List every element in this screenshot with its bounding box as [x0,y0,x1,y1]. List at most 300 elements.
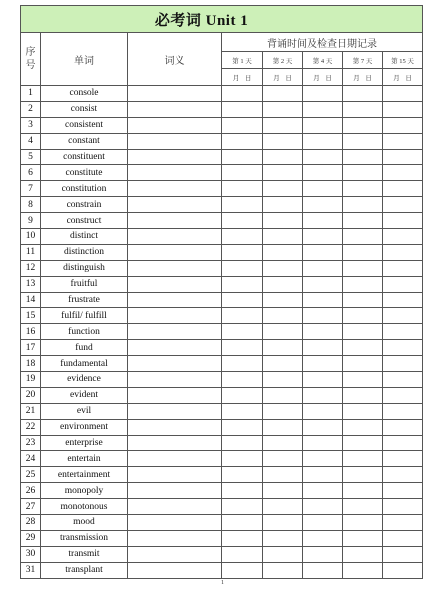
check-date-cell[interactable] [303,324,343,340]
check-date-cell[interactable] [303,515,343,531]
check-date-cell[interactable] [263,133,303,149]
check-date-cell[interactable] [263,515,303,531]
table-row [21,149,423,165]
meaning-cell[interactable] [128,197,222,213]
check-date-cell[interactable] [303,530,343,546]
check-date-cell[interactable] [222,451,263,467]
check-date-cell[interactable] [343,165,383,181]
check-date-cell[interactable] [343,244,383,260]
meaning-cell[interactable] [128,101,222,117]
word-cell: construct [41,213,128,229]
check-date-cell[interactable] [383,276,423,292]
check-date-cell[interactable] [263,403,303,419]
word-cell: function [41,324,128,340]
check-date-cell[interactable] [383,149,423,165]
row-number: 8 [21,197,41,213]
word-cell: frustrate [41,292,128,308]
row-number: 31 [21,562,41,578]
row-number: 23 [21,435,41,451]
meaning-cell[interactable] [128,419,222,435]
check-date-cell[interactable] [263,165,303,181]
check-date-cell[interactable] [222,292,263,308]
day-header-1: 第 1 天 [222,52,263,69]
check-date-cell[interactable] [303,340,343,356]
row-number: 29 [21,530,41,546]
table-row [21,372,423,388]
check-date-cell[interactable] [303,197,343,213]
check-date-cell[interactable] [263,324,303,340]
check-date-cell[interactable] [222,387,263,403]
check-date-cell[interactable] [343,101,383,117]
meaning-cell[interactable] [128,229,222,245]
check-date-cell[interactable] [263,276,303,292]
word-cell: constrain [41,197,128,213]
month-day-label: 月 日 [383,69,423,86]
table-row [21,308,423,324]
record-group-header: 背诵时间及检查日期记录 [222,33,423,52]
check-date-cell[interactable] [263,229,303,245]
word-cell: evidence [41,372,128,388]
table-row [21,387,423,403]
day-header-3: 第 4 天 [303,52,343,69]
meaning-cell[interactable] [128,499,222,515]
check-date-cell[interactable] [303,403,343,419]
check-date-cell[interactable] [383,451,423,467]
word-cell: monopoly [41,483,128,499]
table-row [21,483,423,499]
day-header-5: 第 15 天 [383,52,423,69]
meaning-cell[interactable] [128,213,222,229]
check-date-cell[interactable] [222,419,263,435]
check-date-cell[interactable] [383,292,423,308]
page-title: 必考词 Unit 1 [21,6,423,33]
check-date-cell[interactable] [383,483,423,499]
check-date-cell[interactable] [343,372,383,388]
meaning-cell[interactable] [128,546,222,562]
meaning-cell[interactable] [128,260,222,276]
word-cell: constitute [41,165,128,181]
check-date-cell[interactable] [263,530,303,546]
check-date-cell[interactable] [222,324,263,340]
check-date-cell[interactable] [383,308,423,324]
check-date-cell[interactable] [303,165,343,181]
table-row [21,86,423,102]
check-date-cell[interactable] [343,308,383,324]
check-date-cell[interactable] [383,133,423,149]
table-row [21,165,423,181]
check-date-cell[interactable] [303,86,343,102]
check-date-cell[interactable] [263,244,303,260]
table-row [21,546,423,562]
check-date-cell[interactable] [383,372,423,388]
check-date-cell[interactable] [222,165,263,181]
row-number: 21 [21,403,41,419]
check-date-cell[interactable] [343,133,383,149]
meaning-cell[interactable] [128,165,222,181]
check-date-cell[interactable] [343,387,383,403]
meaning-cell[interactable] [128,403,222,419]
check-date-cell[interactable] [303,117,343,133]
row-number: 5 [21,149,41,165]
row-number: 1 [21,86,41,102]
word-cell: mood [41,515,128,531]
word-cell: distinct [41,229,128,245]
check-date-cell[interactable] [303,546,343,562]
meaning-cell[interactable] [128,372,222,388]
check-date-cell[interactable] [263,117,303,133]
meaning-cell[interactable] [128,356,222,372]
check-date-cell[interactable] [263,292,303,308]
row-number: 7 [21,181,41,197]
table-row [21,499,423,515]
check-date-cell[interactable] [383,340,423,356]
month-day-label: 月 日 [303,69,343,86]
check-date-cell[interactable] [343,499,383,515]
day-header-4: 第 7 天 [343,52,383,69]
meaning-cell[interactable] [128,149,222,165]
check-date-cell[interactable] [303,356,343,372]
check-date-cell[interactable] [303,213,343,229]
check-date-cell[interactable] [263,546,303,562]
check-date-cell[interactable] [222,372,263,388]
check-date-cell[interactable] [222,101,263,117]
row-number: 10 [21,229,41,245]
check-date-cell[interactable] [343,292,383,308]
table-row [21,419,423,435]
check-date-cell[interactable] [222,530,263,546]
check-date-cell[interactable] [303,499,343,515]
row-number: 15 [21,308,41,324]
check-date-cell[interactable] [383,530,423,546]
row-number: 20 [21,387,41,403]
row-number: 13 [21,276,41,292]
check-date-cell[interactable] [263,499,303,515]
row-number: 24 [21,451,41,467]
row-number: 16 [21,324,41,340]
check-date-cell[interactable] [383,387,423,403]
table-row [21,451,423,467]
table-row [21,340,423,356]
row-number: 6 [21,165,41,181]
check-date-cell[interactable] [222,276,263,292]
check-date-cell[interactable] [343,324,383,340]
check-date-cell[interactable] [222,546,263,562]
check-date-cell[interactable] [383,546,423,562]
check-date-cell[interactable] [343,197,383,213]
meaning-cell[interactable] [128,530,222,546]
word-cell: entertain [41,451,128,467]
word-cell: fund [41,340,128,356]
check-date-cell[interactable] [303,101,343,117]
word-cell: fruitful [41,276,128,292]
check-date-cell[interactable] [383,229,423,245]
check-date-cell[interactable] [263,101,303,117]
check-date-cell[interactable] [222,197,263,213]
word-cell: entertainment [41,467,128,483]
check-date-cell[interactable] [383,213,423,229]
check-date-cell[interactable] [222,260,263,276]
check-date-cell[interactable] [222,340,263,356]
check-date-cell[interactable] [343,340,383,356]
check-date-cell[interactable] [383,86,423,102]
check-date-cell[interactable] [303,149,343,165]
meaning-cell[interactable] [128,292,222,308]
table-row [21,292,423,308]
check-date-cell[interactable] [222,356,263,372]
check-date-cell[interactable] [263,562,303,578]
index-header-line-2: 号 [25,60,36,71]
table-row [21,260,423,276]
check-date-cell[interactable] [222,133,263,149]
check-date-cell[interactable] [303,419,343,435]
meaning-header: 词义 [128,33,222,86]
meaning-cell[interactable] [128,181,222,197]
check-date-cell[interactable] [303,435,343,451]
row-number: 14 [21,292,41,308]
check-date-cell[interactable] [383,499,423,515]
check-date-cell[interactable] [343,562,383,578]
table-row [21,403,423,419]
word-cell: evil [41,403,128,419]
check-date-cell[interactable] [343,530,383,546]
word-cell: transmission [41,530,128,546]
row-number: 9 [21,213,41,229]
table-row [21,133,423,149]
check-date-cell[interactable] [343,515,383,531]
row-number: 27 [21,499,41,515]
row-number: 2 [21,101,41,117]
check-date-cell[interactable] [303,451,343,467]
check-date-cell[interactable] [263,483,303,499]
check-date-cell[interactable] [343,467,383,483]
check-date-cell[interactable] [343,260,383,276]
check-date-cell[interactable] [343,419,383,435]
row-number: 4 [21,133,41,149]
word-cell: fulfil/ fulfill [41,308,128,324]
word-cell: fundamental [41,356,128,372]
vocabulary-table [20,5,423,579]
check-date-cell[interactable] [222,181,263,197]
check-date-cell[interactable] [343,451,383,467]
check-date-cell[interactable] [263,149,303,165]
check-date-cell[interactable] [383,324,423,340]
check-date-cell[interactable] [343,229,383,245]
check-date-cell[interactable] [303,244,343,260]
check-date-cell[interactable] [383,562,423,578]
row-number: 26 [21,483,41,499]
word-cell: consistent [41,117,128,133]
table-row [21,530,423,546]
check-date-cell[interactable] [263,356,303,372]
check-date-cell[interactable] [383,117,423,133]
meaning-cell[interactable] [128,133,222,149]
table-row [21,435,423,451]
check-date-cell[interactable] [303,260,343,276]
check-date-cell[interactable] [343,356,383,372]
meaning-cell[interactable] [128,387,222,403]
check-date-cell[interactable] [303,483,343,499]
word-header: 单词 [41,33,128,86]
check-date-cell[interactable] [343,483,383,499]
meaning-cell[interactable] [128,467,222,483]
table-row [21,244,423,260]
word-cell: constitution [41,181,128,197]
word-list [21,86,423,579]
check-date-cell[interactable] [383,356,423,372]
index-header [21,33,41,86]
word-cell: transplant [41,562,128,578]
word-cell: distinguish [41,260,128,276]
check-date-cell[interactable] [383,181,423,197]
month-day-label: 月 日 [263,69,303,86]
index-header-line-1: 序 [25,47,36,58]
check-date-cell[interactable] [383,197,423,213]
meaning-cell[interactable] [128,451,222,467]
row-number: 3 [21,117,41,133]
check-date-cell[interactable] [343,213,383,229]
check-date-cell[interactable] [222,117,263,133]
table-row [21,101,423,117]
table-row [21,117,423,133]
word-cell: constituent [41,149,128,165]
check-date-cell[interactable] [222,149,263,165]
table-row [21,181,423,197]
check-date-cell[interactable] [343,435,383,451]
check-date-cell[interactable] [303,467,343,483]
check-date-cell[interactable] [263,372,303,388]
check-date-cell[interactable] [263,451,303,467]
meaning-cell[interactable] [128,340,222,356]
check-date-cell[interactable] [343,546,383,562]
meaning-cell[interactable] [128,515,222,531]
check-date-cell[interactable] [222,483,263,499]
month-day-label: 月 日 [222,69,263,86]
table-row [21,229,423,245]
table-row [21,515,423,531]
row-number: 17 [21,340,41,356]
check-date-cell[interactable] [222,499,263,515]
day-header-2: 第 2 天 [263,52,303,69]
check-date-cell[interactable] [263,213,303,229]
row-number: 28 [21,515,41,531]
word-cell: monotonous [41,499,128,515]
check-date-cell[interactable] [263,181,303,197]
check-date-cell[interactable] [303,562,343,578]
check-date-cell[interactable] [343,86,383,102]
meaning-cell[interactable] [128,562,222,578]
meaning-cell[interactable] [128,324,222,340]
meaning-cell[interactable] [128,435,222,451]
check-date-cell[interactable] [263,387,303,403]
meaning-cell[interactable] [128,86,222,102]
page-number: 1 [221,580,224,586]
check-date-cell[interactable] [343,181,383,197]
check-date-cell[interactable] [343,149,383,165]
row-number: 22 [21,419,41,435]
check-date-cell[interactable] [383,260,423,276]
row-number: 12 [21,260,41,276]
table-row [21,213,423,229]
check-date-cell[interactable] [383,165,423,181]
check-date-cell[interactable] [303,372,343,388]
word-cell: constant [41,133,128,149]
check-date-cell[interactable] [303,229,343,245]
check-date-cell[interactable] [303,276,343,292]
check-date-cell[interactable] [263,86,303,102]
row-number: 25 [21,467,41,483]
check-date-cell[interactable] [222,308,263,324]
table-row [21,276,423,292]
check-date-cell[interactable] [303,292,343,308]
check-date-cell[interactable] [343,276,383,292]
check-date-cell[interactable] [383,515,423,531]
check-date-cell[interactable] [383,101,423,117]
row-number: 30 [21,546,41,562]
row-number: 18 [21,356,41,372]
check-date-cell[interactable] [263,340,303,356]
check-date-cell[interactable] [303,133,343,149]
check-date-cell[interactable] [222,244,263,260]
check-date-cell[interactable] [303,308,343,324]
check-date-cell[interactable] [222,562,263,578]
check-date-cell[interactable] [263,260,303,276]
check-date-cell[interactable] [222,403,263,419]
check-date-cell[interactable] [383,403,423,419]
word-cell: enterprise [41,435,128,451]
check-date-cell[interactable] [303,181,343,197]
check-date-cell[interactable] [343,403,383,419]
check-date-cell[interactable] [303,387,343,403]
check-date-cell[interactable] [383,467,423,483]
check-date-cell[interactable] [383,244,423,260]
check-date-cell[interactable] [263,419,303,435]
check-date-cell[interactable] [343,117,383,133]
check-date-cell[interactable] [222,435,263,451]
table-row [21,562,423,578]
meaning-cell[interactable] [128,244,222,260]
meaning-cell[interactable] [128,483,222,499]
check-date-cell[interactable] [383,419,423,435]
word-cell: console [41,86,128,102]
check-date-cell[interactable] [222,213,263,229]
table-row [21,356,423,372]
check-date-cell[interactable] [263,197,303,213]
meaning-cell[interactable] [128,276,222,292]
meaning-cell[interactable] [128,117,222,133]
row-number: 11 [21,244,41,260]
row-number: 19 [21,372,41,388]
check-date-cell[interactable] [263,435,303,451]
word-cell: transmit [41,546,128,562]
meaning-cell[interactable] [128,308,222,324]
table-row [21,467,423,483]
check-date-cell[interactable] [222,86,263,102]
word-cell: evident [41,387,128,403]
check-date-cell[interactable] [263,308,303,324]
check-date-cell[interactable] [222,515,263,531]
month-day-label: 月 日 [343,69,383,86]
table-row [21,324,423,340]
vocabulary-sheet [20,5,422,579]
word-cell: distinction [41,244,128,260]
check-date-cell[interactable] [383,435,423,451]
table-row [21,197,423,213]
check-date-cell[interactable] [222,467,263,483]
check-date-cell[interactable] [222,229,263,245]
word-cell: consist [41,101,128,117]
check-date-cell[interactable] [263,467,303,483]
word-cell: environment [41,419,128,435]
